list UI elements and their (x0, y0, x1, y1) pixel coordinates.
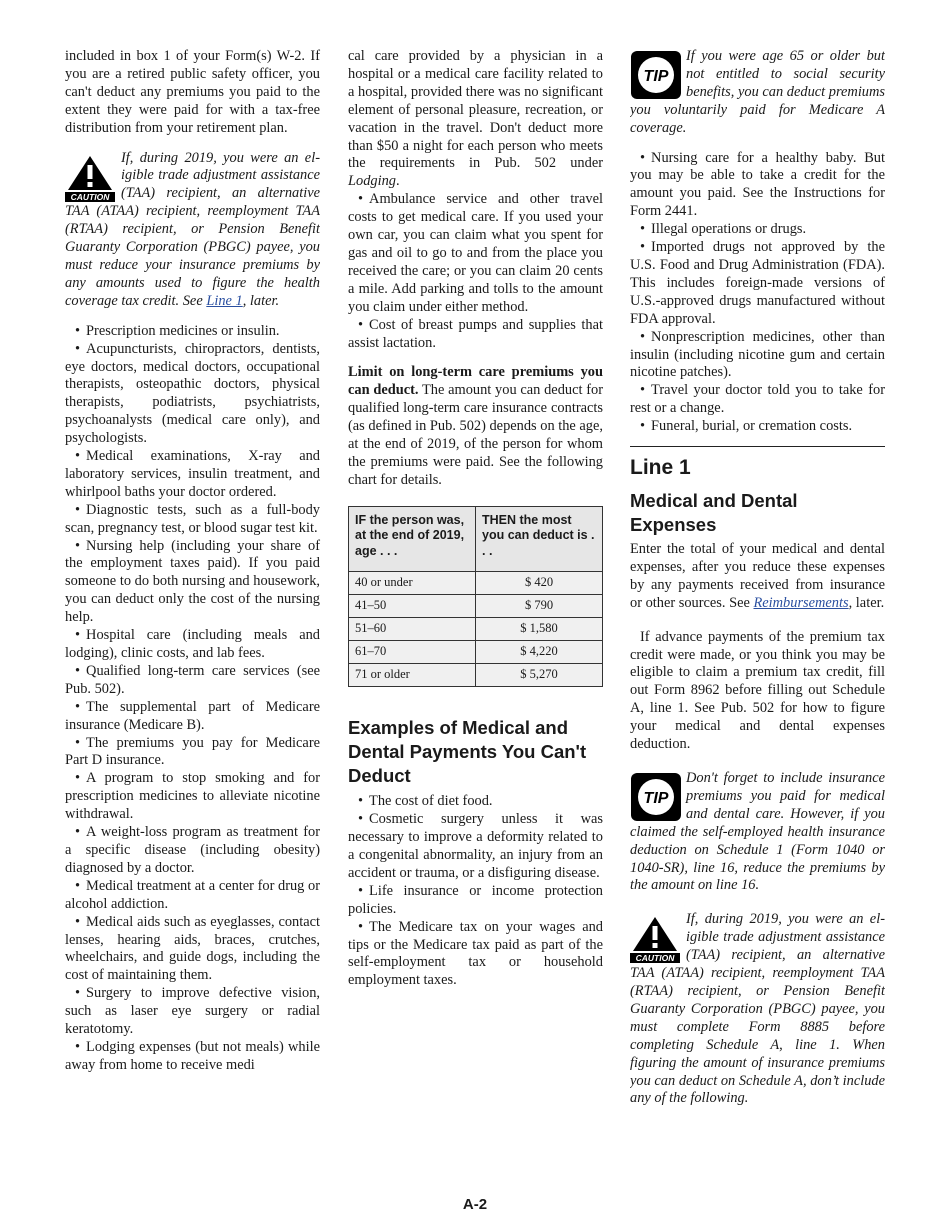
medical-dental-heading: Medical and Dental Expenses (630, 490, 798, 536)
line-1-link[interactable]: Line 1 (206, 292, 243, 309)
list-item: • Lodging expenses (but not meals) while away from home to receive medi (65, 1039, 320, 1075)
list-item: • A program to stop smoking and for prescription medicines to alleviate nicotine withdrawal. (65, 770, 320, 824)
table-header-age: IF the person was, at the end of 2019, age . . . (349, 506, 476, 572)
non-deductible-list-continued (630, 150, 885, 437)
table-row (349, 641, 603, 664)
section-divider (630, 446, 885, 447)
caution-note-form-8885 (630, 911, 885, 1108)
list-item: • Ambulance service and other travel costs to get medical care. If you used your own car, you can claim what you spent for gas and oil to go to and from the place you received the care; or you can claim 20 cents a mile. Add parking and tolls to the amount you claim under either method. (348, 191, 603, 316)
list-item: • The premiums you pay for Medicare Part D insurance. (65, 735, 320, 771)
age-cell: 40 or under (349, 572, 476, 595)
table-row (349, 595, 603, 618)
tip-note-insurance (630, 770, 885, 895)
caution-note-taa (65, 150, 320, 311)
examples-heading: Examples of Medical and Dental Payments You Can't Deduct (348, 717, 587, 787)
list-item: • Illegal operations or drugs. (630, 221, 885, 239)
list-item: • Imported drugs not approved by the U.S. Food and Drug Administration (FDA). This includes foreign-made versions of U.S.-approved drugs manufactured without FDA approval. (630, 239, 885, 329)
deductible-list-continued (348, 191, 603, 352)
age-cell: 51–60 (349, 618, 476, 641)
amount-cell: $ 790 (476, 595, 603, 618)
list-item: • A weight-loss program as treatment for a specific disease (including obesity) diagnosed by a doctor. (65, 824, 320, 878)
list-item: • Nonprescription medicines, other than insulin (including nicotine gum and certain nicotine patches). (630, 329, 885, 383)
age-cell: 71 or older (349, 664, 476, 687)
amount-cell: $ 4,220 (476, 641, 603, 664)
list-item: • Funeral, burial, or cremation costs. (630, 418, 885, 436)
svg-text:TIP: TIP (643, 68, 669, 85)
list-item: • Hospital care (including meals and lodging), clinic costs, and lab fees. (65, 627, 320, 663)
list-item: • Medical treatment at a center for drug or alcohol addiction. (65, 878, 320, 914)
column-3 (630, 48, 885, 1108)
caution-icon (630, 915, 680, 963)
caution-icon (65, 154, 115, 202)
caution-text: If, during 2019, you were an eligible trade adjustment assistance (TAA) recipient, an alternative TAA (ATAA) recipient, reemployment TAA (RTAA) recipient, or Pension Benefit Guaranty Corporation (PBGC) payee, you must reduce your insurance premiums by any amounts used to figure the health coverage tax credit. See (65, 149, 320, 309)
tip-text: If you were age 65 or older but not entitled to social security benefits, you can deduct premiums you voluntarily paid for Medicare A coverage. (630, 48, 885, 136)
list-item: • The cost of diet food. (348, 793, 603, 811)
page-number: A-2 (462, 1196, 488, 1213)
list-item: • Life insurance or income protection policies. (348, 883, 603, 919)
list-item: • Qualified long-term care services (see Pub. 502). (65, 663, 320, 699)
limit-paragraph: Limit on long-term care premiums you can deduct. The amount you can deduct for qualified long-term care insurance contracts (as defined in Pub. 502) depends on the age, at the end of 2019, of the person for whom the premiums were paid. See the following chart for details. (348, 364, 603, 488)
limit-heading: Limit on long-term care premiums you can deduct. (348, 364, 603, 399)
reimbursements-link[interactable]: Reimbursements (753, 594, 849, 611)
tip-text: Don't forget to include insurance premiums you paid for medical and dental care. However, if you claimed the self-employed health insurance deduction on Schedule 1 (Form 1040 or 1040-SR), line 16, reduce the premiums by the amount on line 16. (630, 770, 885, 894)
list-item: • Nursing help (including your share of the employment taxes paid). If you paid someone to do both nursing and housework, you can deduct only the cost of the nursing help. (65, 538, 320, 628)
lodging-continuation: cal care provided by a physician in a hospital or a medical care facility related to a hospital, provided there was no significant element of personal pleasure, recreation, or vacation in the travel. Don't deduct more than $50 a night for each person who meets the requirements in Pub. 502 under Lodging. (348, 48, 603, 190)
svg-text:CAUTION: CAUTION (70, 191, 110, 202)
advance-payments-paragraph: If advance payments of the premium tax credit were made, or you think you may be eligible to claim a premium tax credit, fill out Form 8962 before filling out Schedule A, line 1. See Pub. 502 for how to figure your medical and dental expenses deduction. (630, 628, 885, 753)
age-cell: 61–70 (349, 641, 476, 664)
tip-note-medicare-a (630, 48, 885, 138)
caution-text: If, during 2019, you were an eligible trade adjustment assistance (TAA) recipient, an alternative TAA (ATAA) recipient, reemployment TAA (RTAA) recipient, or Pension Benefit Guaranty Corporation (PBGC) payee, you must complete Form 8885 before completing Schedule A, line 1. When figuring the amount of insurance premiums you can deduct on Schedule A, don’t include any of the following. (630, 911, 885, 1107)
table-header-amount: THEN the most you can deduct is . . . (476, 506, 603, 572)
table-row (349, 664, 603, 687)
svg-text:CAUTION: CAUTION (635, 953, 675, 964)
lodging-term: Lodging (348, 173, 396, 190)
amount-cell: $ 420 (476, 572, 603, 595)
column-2 (348, 48, 603, 990)
column-1 (65, 48, 320, 1075)
list-item: • Surgery to improve defective vision, such as laser eye surgery or radial keratotomy. (65, 985, 320, 1039)
enter-total-paragraph: Enter the total of your medical and dental expenses, after you reduce these expenses by any payments received from insurance or other sources. See Reimbursements, later. (630, 541, 885, 611)
list-item: • Cosmetic surgery unless it was necessary to improve a deformity related to a congenital abnormality, an injury from an accident or trauma, or a disfiguring disease. (348, 811, 603, 883)
deductible-list (65, 323, 320, 1075)
svg-text:TIP: TIP (643, 790, 669, 807)
tip-icon (630, 772, 682, 822)
table-row (349, 618, 603, 641)
tip-icon (630, 50, 682, 100)
list-item: • Nursing care for a healthy baby. But you may be able to take a credit for the amount you paid. See the Instructions for Form 2441. (630, 150, 885, 222)
list-item: • The Medicare tax on your wages and tips or the Medicare tax paid as part of the self-employment tax or household employment taxes. (348, 919, 603, 991)
list-item: • Acupuncturists, chiropractors, dentists, eye doctors, medical doctors, occupational therapists, osteopathic doctors, physical therapists, podiatrists, psychiatrists, psychoanalysts (medical care only), and psychologists. (65, 341, 320, 448)
amount-cell: $ 1,580 (476, 618, 603, 641)
table-row (349, 572, 603, 595)
line-1-heading: Line 1 (630, 456, 691, 480)
list-item: • The supplemental part of Medicare insurance (Medicare B). (65, 699, 320, 735)
list-item: • Medical examinations, X-ray and laboratory services, insulin treatment, and whirlpool baths your doctor ordered. (65, 448, 320, 502)
caution-tail: , later. (242, 292, 280, 309)
intro-paragraph: included in box 1 of your Form(s) W-2. If you are a retired public safety officer, you can't deduct any premiums you paid to the extent they were paid for with a tax-free distribution from your retirement plan. (65, 48, 320, 136)
list-item: • Prescription medicines or insulin. (65, 323, 320, 341)
list-item: • Medical aids such as eyeglasses, contact lenses, hearing aids, braces, crutches, wheelchairs, and guide dogs, including the cost of maintaining them. (65, 914, 320, 986)
long-term-care-table (348, 506, 603, 688)
age-cell: 41–50 (349, 595, 476, 618)
non-deductible-list (348, 793, 603, 990)
list-item: • Cost of breast pumps and supplies that assist lactation. (348, 317, 603, 353)
list-item: • Travel your doctor told you to take for rest or a change. (630, 382, 885, 418)
amount-cell: $ 5,270 (476, 664, 603, 687)
list-item: • Diagnostic tests, such as a full-body scan, pregnancy test, or blood sugar test kit. (65, 502, 320, 538)
